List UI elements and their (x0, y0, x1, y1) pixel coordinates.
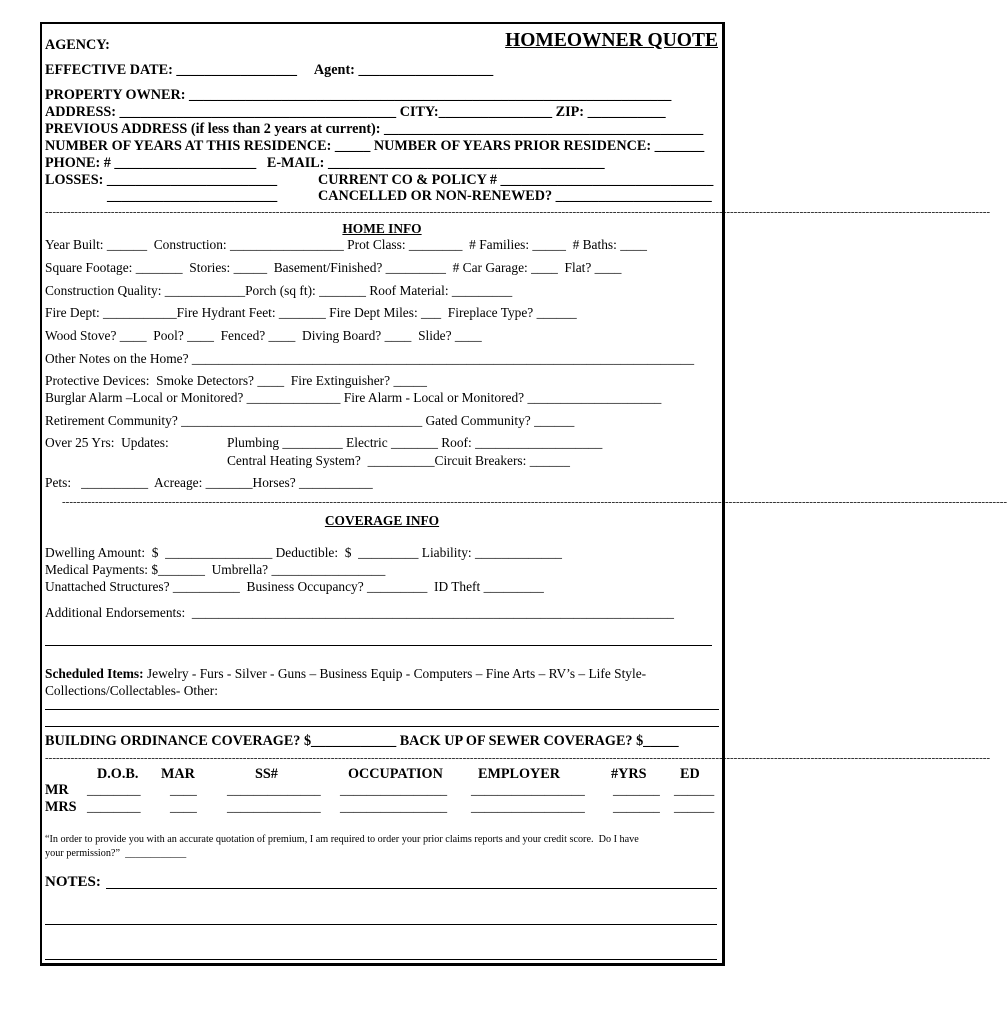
blank-line[interactable] (45, 645, 712, 646)
scheduled-items-list: Jewelry - Furs - Silver - Guns – Business Equip - Computers – Fine Arts – RV’s – Life Style- (143, 666, 647, 681)
effective-date-field[interactable]: EFFECTIVE DATE: _________________ Agent: ___________________ (45, 62, 494, 78)
previous-address-field[interactable]: PREVIOUS ADDRESS (if less than 2 years at current): _____________________________________________ (45, 121, 704, 137)
section-divider: ------------------------------------------------------------------------------------------------------------------------------------------------------------------------------------------------------------------------------------------------------------------ (45, 752, 991, 764)
page-title: HOMEOWNER QUOTE (505, 30, 718, 51)
col-ed: ED (680, 766, 700, 782)
updates-label: Over 25 Yrs: Updates: (45, 435, 169, 450)
section-divider: ------------------------------------------------------------------------------------------------------------------------------------------------------------------------------------------------------------------------------------------------------------------ (62, 496, 1007, 508)
consent-text: “In order to provide you with an accurate quotation of premium, I am required to order your prior claims reports and your credit score. Do I have (45, 834, 639, 845)
building-ordinance-field[interactable]: BUILDING ORDINANCE COVERAGE? $____________ BACK UP OF SEWER COVERAGE? $_____ (45, 733, 679, 749)
notes-label: NOTES: (45, 874, 101, 890)
home-info-row[interactable]: Square Footage: _______ Stories: _____ Basement/Finished? _________ # Car Garage: ____ Flat? ____ (45, 260, 622, 275)
home-info-row[interactable]: Burglar Alarm –Local or Monitored? ______________ Fire Alarm - Local or Monitored? ____________________ (45, 390, 662, 405)
cell-ed[interactable]: ______ (674, 782, 715, 797)
cell-ss[interactable]: ______________ (227, 782, 321, 797)
cell-occupation[interactable]: ________________ (340, 782, 448, 797)
home-info-row[interactable]: Retirement Community? ____________________________________ Gated Community? ______ (45, 413, 575, 428)
notes-line[interactable] (45, 959, 717, 960)
blank-line[interactable] (45, 709, 719, 710)
address-field[interactable]: ADDRESS: _______________________________________ CITY:________________ ZIP: ___________ (45, 104, 666, 120)
home-info-row[interactable]: Other Notes on the Home? ___________________________________________________________________________ (45, 351, 695, 366)
notes-line[interactable] (45, 924, 717, 925)
updates-row[interactable]: Plumbing _________ Electric _______ Roof: ___________________ (227, 435, 603, 450)
coverage-info-heading: COVERAGE INFO (324, 513, 440, 528)
row-label-mr: MR (45, 782, 69, 798)
cell-ss[interactable]: ______________ (227, 799, 321, 814)
cell-yrs[interactable]: _______ (613, 782, 660, 797)
property-owner-field[interactable]: PROPERTY OWNER: ____________________________________________________________________ (45, 87, 672, 103)
cell-dob[interactable]: ________ (87, 799, 141, 814)
notes-line[interactable] (106, 888, 717, 889)
cell-mar[interactable]: ____ (170, 799, 197, 814)
consent-answer-field[interactable]: your permission?” ____________ (45, 848, 187, 859)
scheduled-items-row (45, 667, 646, 680)
cancelled-field[interactable]: CANCELLED OR NON-RENEWED? ______________________ (318, 188, 712, 204)
current-co-field[interactable]: CURRENT CO & POLICY # ______________________________ (318, 172, 714, 188)
col-mar: MAR (161, 766, 195, 782)
col-occupation: OCCUPATION (348, 766, 443, 782)
cell-employer[interactable]: _________________ (471, 799, 585, 814)
coverage-row[interactable]: Medical Payments: $_______ Umbrella? _________________ (45, 562, 386, 577)
cell-ed[interactable]: ______ (674, 799, 715, 814)
scheduled-items-list-cont: Collections/Collectables- Other: (45, 683, 218, 698)
row-label-mrs: MRS (45, 799, 77, 815)
additional-endorsements-field[interactable]: Additional Endorsements: ________________________________________________________________________ (45, 605, 674, 620)
home-info-row[interactable]: Wood Stove? ____ Pool? ____ Fenced? ____ Diving Board? ____ Slide? ____ (45, 328, 482, 343)
home-info-row[interactable]: Protective Devices: Smoke Detectors? ____ Fire Extinguisher? _____ (45, 373, 427, 388)
home-info-row[interactable]: Year Built: ______ Construction: _________________ Prot Class: ________ # Families: _____ # Baths: ____ (45, 237, 647, 252)
cell-dob[interactable]: ________ (87, 782, 141, 797)
cell-mar[interactable]: ____ (170, 782, 197, 797)
col-employer: EMPLOYER (478, 766, 560, 782)
col-dob: D.O.B. (97, 766, 139, 782)
home-info-row[interactable]: Fire Dept: ___________Fire Hydrant Feet: _______ Fire Dept Miles: ___ Fireplace Type? ______ (45, 305, 577, 320)
pets-row[interactable]: Pets: __________ Acreage: _______Horses? ___________ (45, 475, 373, 490)
home-info-row[interactable]: Construction Quality: ____________Porch (sq ft): _______ Roof Material: _________ (45, 283, 513, 298)
col-ss: SS# (255, 766, 278, 782)
losses-field-line2[interactable]: ________________________ (107, 188, 278, 204)
cell-yrs[interactable]: _______ (613, 799, 660, 814)
coverage-row[interactable]: Dwelling Amount: $ ________________ Deductible: $ _________ Liability: _____________ (45, 545, 562, 560)
cell-employer[interactable]: _________________ (471, 782, 585, 797)
blank-line[interactable] (45, 726, 719, 727)
updates-row[interactable]: Central Heating System? __________Circuit Breakers: ______ (227, 453, 570, 468)
agency-label: AGENCY: (45, 37, 110, 53)
phone-email-field[interactable]: PHONE: # ____________________ E-MAIL: _______________________________________ (45, 155, 605, 171)
col-yrs: #YRS (611, 766, 647, 782)
years-residence-field[interactable]: NUMBER OF YEARS AT THIS RESIDENCE: _____ NUMBER OF YEARS PRIOR RESIDENCE: _______ (45, 138, 705, 154)
cell-occupation[interactable]: ________________ (340, 799, 448, 814)
scheduled-items-label: Scheduled Items: (45, 666, 144, 681)
home-info-heading: HOME INFO (342, 221, 422, 236)
coverage-row[interactable]: Unattached Structures? __________ Business Occupancy? _________ ID Theft _________ (45, 579, 544, 594)
losses-field[interactable]: LOSSES: ________________________ (45, 172, 278, 188)
section-divider: ------------------------------------------------------------------------------------------------------------------------------------------------------------------------------------------------------------------------------------------------------------------ (45, 206, 991, 218)
